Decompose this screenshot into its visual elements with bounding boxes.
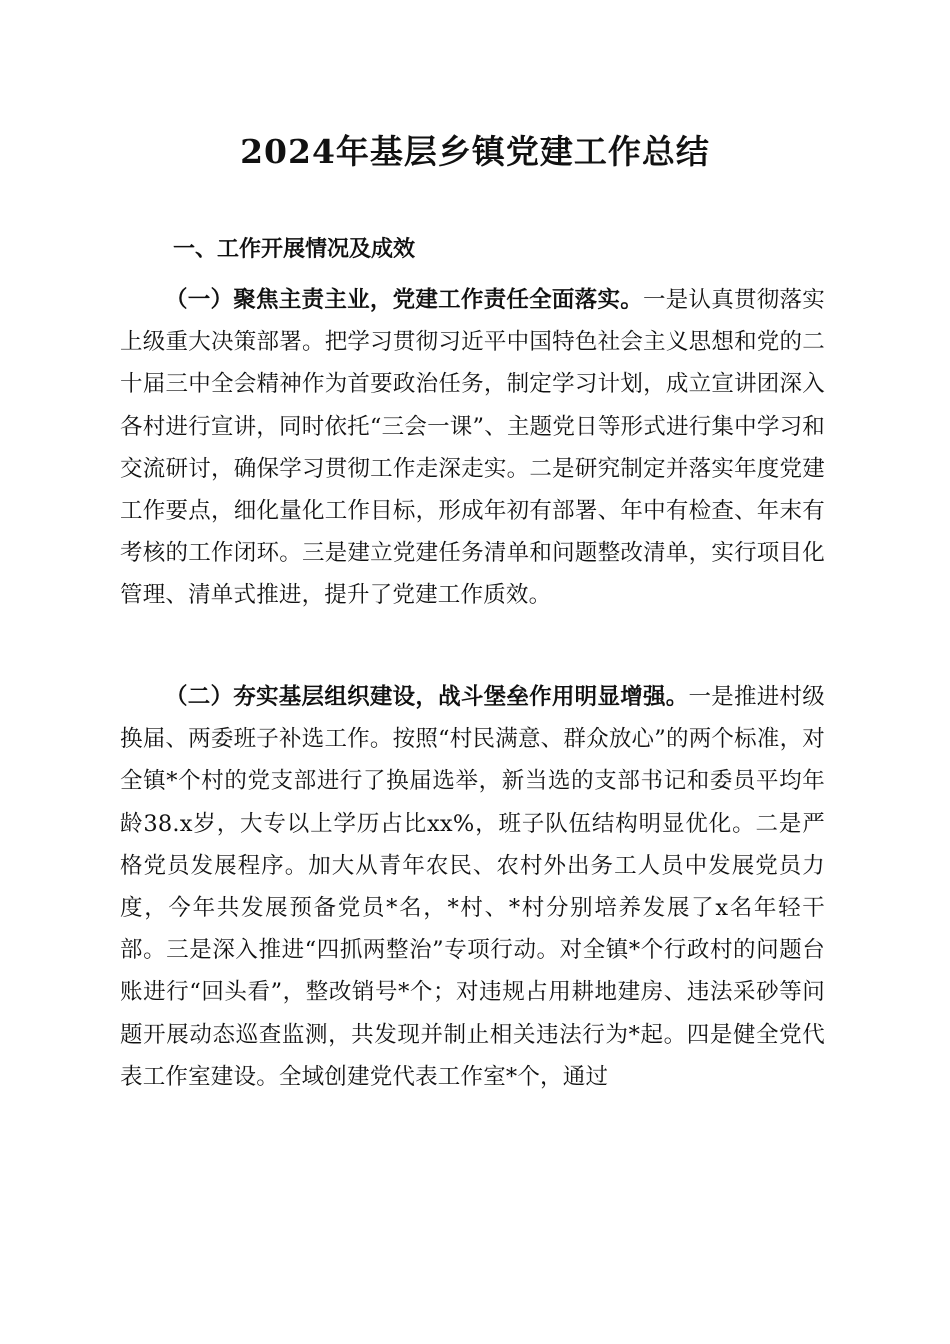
paragraph-2-lead: （二）夯实基层组织建设，战斗堡垒作用明显增强。: [165, 684, 689, 710]
paragraph-1-lead: （一）聚焦主责主业，党建工作责任全面落实。: [165, 287, 643, 313]
document-title: 2024年基层乡镇党建工作总结: [240, 132, 710, 171]
paragraph-2-body: 一是推进村级换届、两委班子补选工作。按照“村民满意、群众放心”的两个标准，对全镇*个村的党支部进行了换届选举，新当选的支部书记和委员平均年龄38.x岁，大专以上学历占比xx%，班子队伍结构明显优化。二是严格党员发展程序。加大从青年农民、农村外出务工人员中发展党员力度，今年共发展预备党员*名，*村、*村分别培养发展了x名年轻干部。三是深入推进“四抓两整治”专项行动。对全镇*个行政村的问题台账进行“回头看”，整改销号*个；对违规占用耕地建房、违法采砂等问题开展动态巡查监测，共发现并制止相关违法行为*起。四是健全党代表工作室建设。全域创建党代表工作室*个，通过: [120, 684, 826, 1090]
paragraph-1: [120, 279, 825, 617]
paragraph-2: [120, 676, 825, 1098]
paragraph-1-body: 一是认真贯彻落实上级重大决策部署。把学习贯彻习近平中国特色社会主义思想和党的二十届三中全会精神作为首要政治任务，制定学习计划，成立宣讲团深入各村进行宣讲，同时依托“三会一课”、主题党日等形式进行集中学习和交流研讨，确保学习贯彻工作走深走实。二是研究制定并落实年度党建工作要点，细化量化工作目标，形成年初有部署、年中有检查、年末有考核的工作闭环。三是建立党建任务清单和问题整改清单，实行项目化管理、清单式推进，提升了党建工作质效。: [120, 287, 825, 609]
section-heading: 一、工作开展情况及成效: [173, 237, 416, 262]
